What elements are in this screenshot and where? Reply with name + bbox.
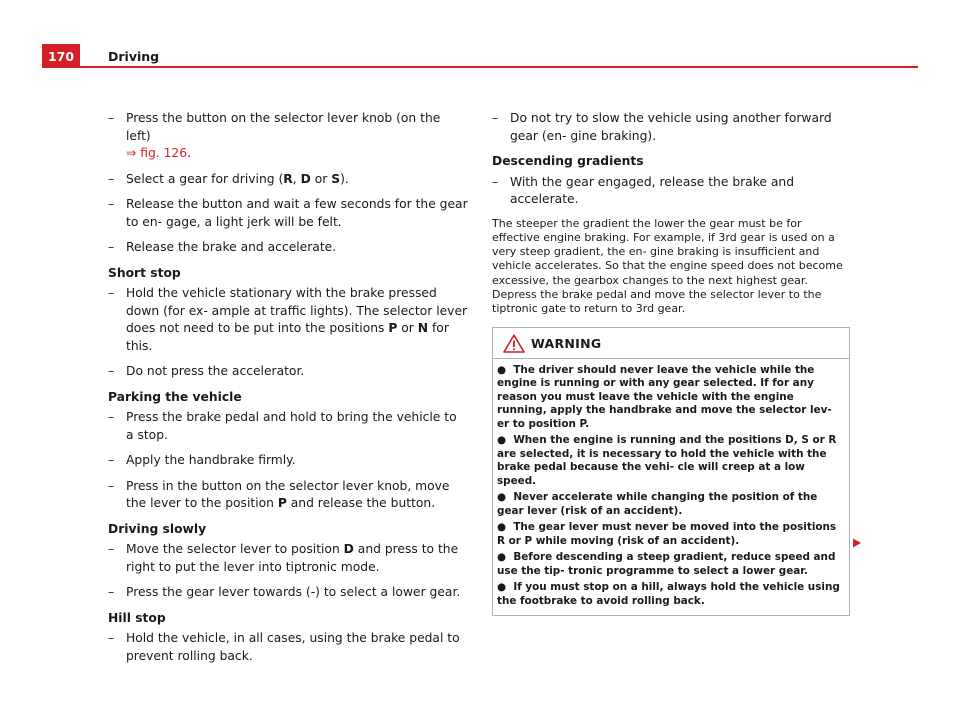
dash-marker: – bbox=[108, 585, 115, 599]
dash-marker: – bbox=[492, 174, 499, 189]
step-release-button bbox=[108, 196, 468, 231]
step-text: Hold the vehicle, in all cases, using the brake pedal to prevent rolling back. bbox=[126, 631, 460, 663]
step-text: , bbox=[292, 171, 301, 186]
step-move-lever-park bbox=[108, 478, 468, 513]
step-text: or bbox=[310, 171, 332, 186]
bullet-icon: ● bbox=[497, 521, 507, 534]
dash-marker: – bbox=[108, 286, 115, 300]
step-release-brake bbox=[108, 239, 468, 257]
step-press-button bbox=[108, 110, 468, 163]
gear-s: S bbox=[331, 171, 341, 186]
step-text: for this. bbox=[126, 321, 449, 353]
warning-item bbox=[497, 551, 843, 578]
step-tiptronic-mode bbox=[108, 541, 468, 576]
dash-marker: – bbox=[108, 111, 115, 125]
page-number: 170 bbox=[42, 44, 80, 67]
gear-n: N bbox=[417, 321, 429, 335]
warning-title: WARNING bbox=[531, 335, 602, 351]
step-no-accelerator bbox=[108, 363, 468, 381]
step-text: Do not press the accelerator. bbox=[126, 364, 305, 378]
step-text: Select a gear for driving ( bbox=[126, 171, 284, 186]
step-text: Press in the button on the selector lever knob, move the lever to the position bbox=[126, 478, 450, 510]
step-text: Press the brake pedal and hold to bring the vehicle to a stop. bbox=[126, 410, 457, 442]
header-rule bbox=[42, 66, 918, 68]
step-no-engine-braking bbox=[492, 110, 850, 145]
warning-header bbox=[493, 328, 849, 359]
step-press-brake-pedal bbox=[108, 409, 468, 444]
step-text: Press the button on the selector lever knob (on the left) bbox=[126, 111, 441, 143]
step-text: With the gear engaged, release the brake and accelerate. bbox=[510, 174, 795, 206]
step-text: and release the button. bbox=[286, 496, 436, 510]
warning-item-text: The gear lever must never be moved into the positions R or P while moving (risk of an accident). bbox=[497, 521, 837, 547]
left-column bbox=[108, 110, 468, 673]
step-text: or bbox=[397, 321, 418, 335]
heading-short-stop: Short stop bbox=[108, 265, 181, 280]
step-gear-engaged bbox=[492, 174, 850, 209]
warning-box bbox=[492, 327, 850, 617]
step-select-gear bbox=[108, 171, 468, 189]
step-text: and press to the right to put the lever into tiptronic mode. bbox=[126, 542, 459, 574]
heading-hill-stop: Hill stop bbox=[108, 610, 166, 625]
step-text: ). bbox=[340, 171, 349, 186]
step-text-end: . bbox=[187, 146, 191, 160]
bullet-icon: ● bbox=[497, 363, 507, 376]
gear-d: D bbox=[300, 171, 311, 186]
warning-triangle-icon bbox=[503, 334, 525, 353]
step-text: Apply the handbrake firmly. bbox=[126, 453, 296, 467]
continue-arrow-icon bbox=[852, 538, 862, 548]
dash-marker: – bbox=[108, 171, 115, 186]
dash-marker: – bbox=[108, 453, 115, 467]
gear-r: R bbox=[283, 171, 293, 186]
heading-driving-slowly: Driving slowly bbox=[108, 521, 207, 536]
warning-item-text: When the engine is running and the positions D, S or R are selected, it is necessary to hold the vehicle with the brake pedal because the vehi- cle will creep at a low speed. bbox=[497, 434, 837, 487]
bullet-icon: ● bbox=[497, 491, 507, 504]
warning-item-text: If you must stop on a hill, always hold the vehicle using the footbrake to avoid rolling back. bbox=[497, 581, 840, 607]
dash-marker: – bbox=[108, 197, 115, 211]
step-text: Move the selector lever to position bbox=[126, 542, 344, 556]
heading-parking: Parking the vehicle bbox=[108, 389, 242, 404]
step-hold-vehicle bbox=[108, 285, 468, 355]
warning-item bbox=[497, 491, 843, 518]
figure-reference-link[interactable]: ⇒ fig. 126 bbox=[126, 146, 188, 160]
warning-item-text: Never accelerate while changing the position of the gear lever (risk of an accident). bbox=[497, 491, 818, 517]
warning-item bbox=[497, 364, 843, 432]
step-lower-gear bbox=[108, 584, 468, 602]
bullet-icon: ● bbox=[497, 551, 507, 564]
dash-marker: – bbox=[108, 478, 115, 493]
step-text: Release the brake and accelerate. bbox=[126, 240, 337, 254]
warning-body bbox=[493, 359, 849, 616]
step-text: Do not try to slow the vehicle using another forward gear (en- gine braking). bbox=[510, 111, 832, 143]
dash-marker: – bbox=[108, 240, 115, 254]
bullet-icon: ● bbox=[497, 434, 507, 447]
gear-d: D bbox=[343, 542, 354, 556]
warning-item bbox=[497, 434, 843, 488]
section-title: Driving bbox=[108, 49, 160, 64]
gear-p: P bbox=[277, 496, 287, 510]
step-text: Hold the vehicle stationary with the brake pressed down (for ex- ample at traffic lights). The selector lever does not need to be put into the positions bbox=[126, 286, 468, 335]
warning-item bbox=[497, 581, 843, 608]
right-column bbox=[492, 110, 850, 616]
gradient-note: The steeper the gradient the lower the gear must be for effective engine braking. For example, if 3rd gear is used on a very steep gradient, the en- gine braking is insufficient and vehicle accelerates. So that the engine speed does not become excessive, the gearbox changes to the next highest gear. Depress the brake pedal and move the selector lever to the tiptronic gate to return to 3rd gear. bbox=[492, 216, 843, 316]
gear-p: P bbox=[388, 321, 398, 335]
step-text: Press the gear lever towards (-) to select a lower gear. bbox=[126, 585, 461, 599]
dash-marker: – bbox=[108, 364, 115, 378]
step-text: Release the button and wait a few seconds for the gear to en- gage, a light jerk will be felt. bbox=[126, 197, 468, 229]
warning-item bbox=[497, 521, 843, 548]
dash-marker: – bbox=[108, 542, 115, 556]
bullet-icon: ● bbox=[497, 581, 507, 594]
step-apply-handbrake bbox=[108, 452, 468, 470]
step-hold-on-hill bbox=[108, 630, 468, 665]
warning-item-text: Before descending a steep gradient, reduce speed and use the tip- tronic programme to select a lower gear. bbox=[497, 551, 836, 577]
dash-marker: – bbox=[108, 410, 115, 424]
warning-item-text: The driver should never leave the vehicle while the engine is running or with any gear selected. If for any reason you must leave the vehicle with the engine running, apply the handbrake and move the selector lev- er to position P. bbox=[497, 363, 832, 430]
dash-marker: – bbox=[492, 111, 499, 125]
page-header bbox=[0, 0, 960, 70]
dash-marker: – bbox=[108, 631, 115, 645]
heading-descending-gradients: Descending gradients bbox=[492, 154, 644, 168]
